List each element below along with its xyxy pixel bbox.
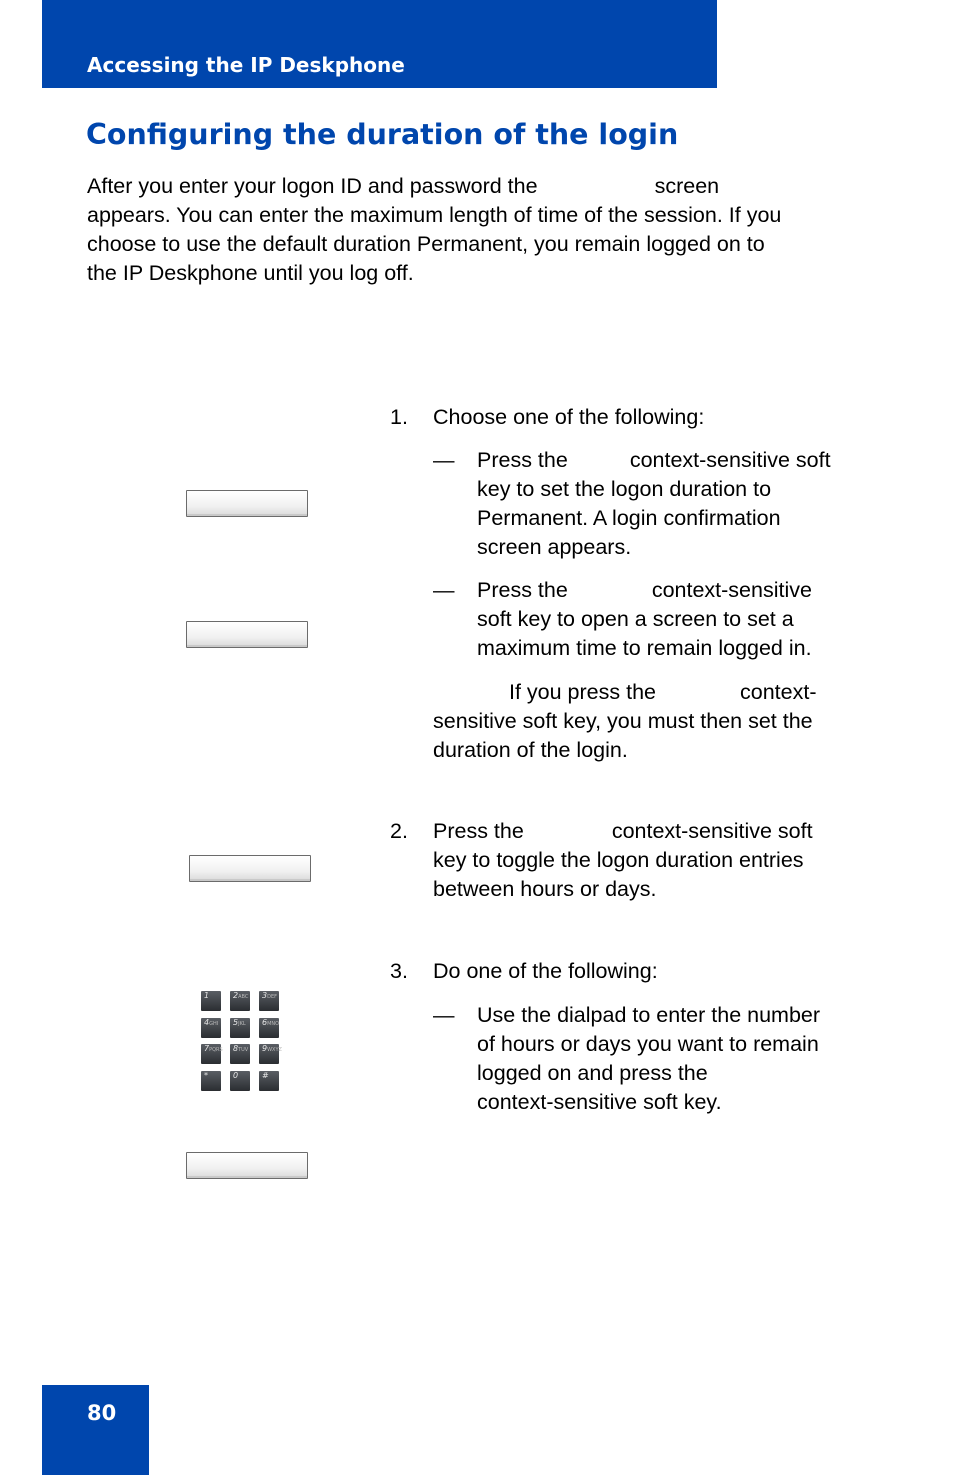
soft-key-icon xyxy=(186,621,308,648)
dialpad-key xyxy=(259,1071,279,1091)
intro-line: appears. You can enter the maximum length of time of the session. If you xyxy=(87,203,782,227)
dialpad-key-digit: 7 xyxy=(204,1044,210,1053)
intro-line: screen xyxy=(654,174,720,198)
dialpad-key xyxy=(230,991,250,1011)
dialpad-key xyxy=(259,991,279,1011)
option-line: key to set the logon duration to xyxy=(477,477,772,501)
dialpad-key xyxy=(259,1018,279,1038)
option-line: context-sensitive soft xyxy=(629,448,831,472)
dialpad-key-letters: TUV xyxy=(238,1047,249,1053)
dialpad-key xyxy=(201,1044,221,1064)
running-header: Accessing the IP Deskphone xyxy=(87,53,405,77)
step-number: 3. xyxy=(390,959,408,983)
dialpad-key-digit: # xyxy=(262,1070,269,1080)
note-line: context- xyxy=(740,680,817,704)
step-line: key to toggle the logon duration entries xyxy=(433,848,804,872)
dialpad-key-digit: 4 xyxy=(204,1017,210,1027)
option-line: context-sensitive soft key. xyxy=(477,1090,722,1114)
intro-line: choose to use the default duration Permanent, you remain logged on to xyxy=(87,232,765,256)
dialpad-key xyxy=(259,1044,282,1064)
dialpad-key-digit: 2 xyxy=(233,991,239,1000)
dialpad-key-digit: 6 xyxy=(262,1017,268,1027)
note-text xyxy=(433,678,816,765)
step-line: between hours or days. xyxy=(433,877,657,901)
dialpad-key xyxy=(230,1071,250,1091)
dialpad-key-letters: GHI xyxy=(209,1020,219,1027)
option-line: Press the xyxy=(477,448,568,472)
option-text xyxy=(477,446,831,562)
header-band xyxy=(42,0,717,88)
dialpad-key xyxy=(201,1018,221,1038)
step-text: Choose one of the following: xyxy=(433,405,705,429)
dialpad-key-digit: 1 xyxy=(204,991,210,1000)
option-line: logged on and press the xyxy=(477,1061,708,1085)
intro-line: After you enter your logon ID and password the xyxy=(87,174,538,198)
page-number-box xyxy=(42,1385,149,1475)
option-line: Permanent. A login confirmation xyxy=(477,506,781,530)
step-number: 2. xyxy=(390,819,408,843)
option-line: screen appears. xyxy=(477,535,632,559)
option-line: soft key to open a screen to set a xyxy=(477,607,794,631)
option-line: maximum time to remain logged in. xyxy=(477,636,812,660)
option-dash: — xyxy=(433,578,455,602)
note-line: If you press the xyxy=(509,680,656,704)
option-dash: — xyxy=(433,1003,455,1027)
dialpad-key xyxy=(201,991,221,1011)
note-line: duration of the login. xyxy=(433,738,628,762)
option-text xyxy=(477,1001,820,1117)
dialpad-key-letters: PQRS xyxy=(209,1047,223,1053)
page-number: 80 xyxy=(87,1401,117,1425)
step-line: context-sensitive soft xyxy=(611,819,813,843)
soft-key-icon xyxy=(186,490,308,517)
dialpad-key-letters: WXYZ xyxy=(267,1047,282,1053)
step-line: Press the xyxy=(433,819,524,843)
intro-paragraph xyxy=(87,172,877,288)
option-line: Use the dialpad to enter the number xyxy=(477,1003,821,1027)
dialpad-icon xyxy=(201,991,282,1091)
dialpad-key-letters: DEF xyxy=(267,994,277,1000)
dialpad-key-digit: 9 xyxy=(262,1044,268,1053)
dialpad-key-digit: 8 xyxy=(233,1044,239,1053)
soft-key-icon xyxy=(186,1152,308,1179)
dialpad-key xyxy=(201,1071,221,1091)
dialpad-key-letters: JKL xyxy=(238,1020,246,1027)
dialpad-key-digit: * xyxy=(204,1070,208,1080)
dialpad-key-letters: ABC xyxy=(238,994,249,1000)
option-dash: — xyxy=(433,448,455,472)
dialpad-key xyxy=(230,1018,250,1038)
intro-line: the IP Deskphone until you log off. xyxy=(87,261,414,285)
dialpad-key-letters: MNO xyxy=(267,1020,280,1027)
dialpad-key xyxy=(230,1044,250,1064)
step-number: 1. xyxy=(390,405,408,429)
step-text: Do one of the following: xyxy=(433,959,658,983)
section-heading: Configuring the duration of the login xyxy=(86,118,679,151)
option-text xyxy=(477,576,812,663)
soft-key-icon xyxy=(189,855,311,882)
note-line: sensitive soft key, you must then set the xyxy=(433,709,813,733)
dialpad-key-digit: 0 xyxy=(233,1070,239,1080)
dialpad-key-digit: 5 xyxy=(233,1017,239,1027)
option-line: of hours or days you want to remain xyxy=(477,1032,819,1056)
option-line: context-sensitive xyxy=(651,578,812,602)
step-text xyxy=(433,817,813,904)
dialpad-key-digit: 3 xyxy=(262,991,268,1000)
option-line: Press the xyxy=(477,578,568,602)
